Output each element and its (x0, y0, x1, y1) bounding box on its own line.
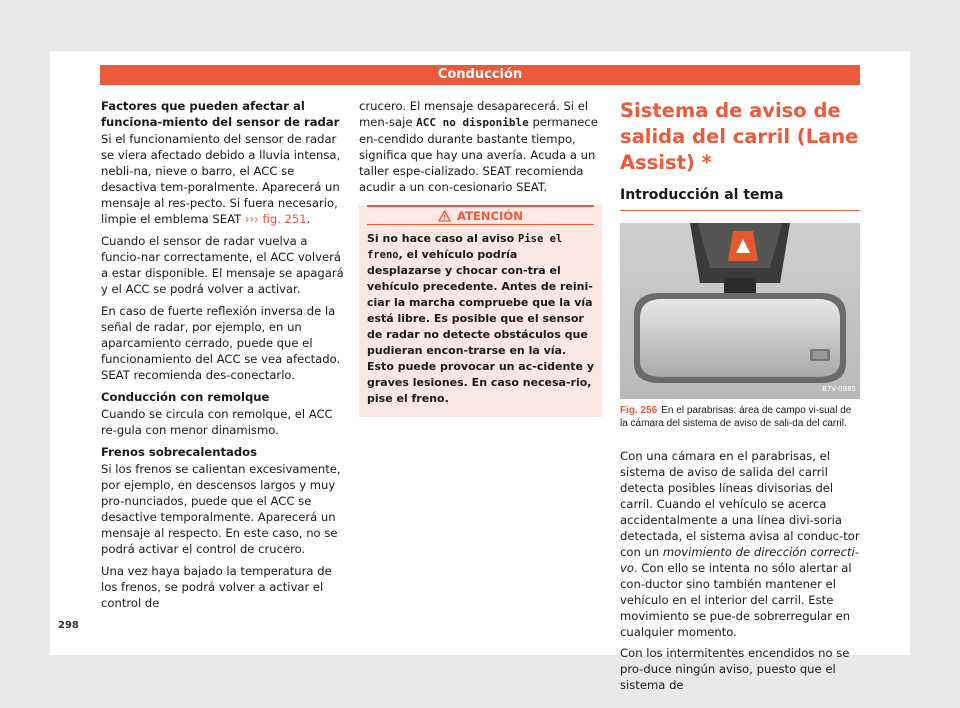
figure-caption-text: En el parabrisas: área de campo vi-sual de la cámara del sistema de aviso de sali-da del carril. (620, 405, 852, 429)
emphasis-text: movimiento de dirección correcti-vo (620, 545, 859, 575)
chapter-header: Conducción (100, 65, 860, 85)
warning-text-start: Si no hace caso al aviso (367, 232, 515, 245)
warning-header (367, 205, 594, 225)
column-left (101, 98, 344, 617)
warning-text (359, 225, 602, 407)
page-number: 298 (58, 620, 79, 631)
paragraph: Si los frenos se calientan excesivamente, por ejemplo, en descensos largos y muy pro-nunciados, puede que el ACC se desactive temporalmente. Aparecerá un mensaje al respecto. En este caso, no se podrá activar el control de crucero. (101, 462, 341, 556)
paragraph: Una vez haya bajado la temperatura de los frenos, se podrá volver a activar el control de (101, 564, 332, 610)
paragraph-text: Si el funcionamiento del sensor de radar se viera afectado debido a lluvia intensa, nebli-na, nieve o barro, el ACC se desactiva tem-poralmente. Aparecerá un mensaje al res-pecto. Si fuera necesario, limpie el emblema SEAT (101, 132, 341, 226)
heading-overheated-brakes: Frenos sobrecalentados (101, 445, 257, 459)
figure-code: B7V-0985 (822, 385, 856, 393)
paragraph: Con los intermitentes encendidos no se pro-duce ningún aviso, puesto que el sistema de (620, 646, 850, 692)
paragraph-text-end: . Con ello se intenta no sólo alertar al con-ductor sino también mantener el vehículo en el interior del carril. Este movimiento se pue-de sobrerregular en cualquier momento. (620, 561, 852, 639)
display-message-code: ACC no disponible (416, 116, 529, 129)
figure-windshield-camera (620, 223, 860, 399)
paragraph: Cuando el sensor de radar vuelva a funcio-nar correctamente, el ACC volverá a estar disponible. El mensaje se apagará y el ACC se podrá volver a activar. (101, 234, 344, 296)
windshield-camera-illustration (620, 223, 860, 399)
figure-caption (620, 404, 860, 430)
heading-radar-factors: Factores que pueden afectar al funciona-miento del sensor de radar (101, 99, 340, 129)
subsection-title: Introducción al tema (620, 186, 860, 211)
paragraph: En caso de fuerte reflexión inversa de la señal de radar, por ejemplo, en un aparcamiento cerrado, puede que el funcionamiento del ACC se vea afectado. SEAT recomienda des-conectarlo. (101, 304, 341, 382)
warning-text-end: , el vehículo podría desplazarse y chocar con-tra el vehículo precedente. Antes de reini-ciar la marcha compruebe que la vía está libre. Es posible que el sensor de radar no detecte obstáculos que pudieran encon-trarse en la vía. Esto puede provocar un ac-cidente y graves lesiones. En caso necesa-rio, pise el freno. (367, 248, 594, 405)
warning-title: ATENCIÓN (457, 208, 523, 223)
paragraph-text: Con una cámara en el parabrisas, el sistema de aviso de salida del carril detecta posibles líneas divisorias del carril. Cuando el vehículo se acerca accidentalmente a una línea divi-soria detectada, el sistema avisa al conduc-tor con un (620, 449, 860, 559)
paragraph (620, 448, 860, 640)
fig-251-link[interactable]: ››› fig. 251 (244, 212, 307, 226)
paragraph (101, 131, 344, 227)
figure-label: Fig. 256 (620, 405, 658, 416)
paragraph-text-end: permanece en-cendido durante bastante tiempo, significa que hay una avería. Acuda a un taller espe-cializado. SEAT recomienda acudir a un con-cesionario SEAT. (359, 115, 598, 194)
paragraph (359, 98, 602, 195)
paragraph-text-end: . (306, 212, 311, 226)
heading-trailer: Conducción con remolque (101, 390, 270, 404)
warning-box (359, 205, 602, 417)
column-right (620, 98, 860, 698)
column-middle (359, 98, 602, 417)
section-body (620, 448, 860, 693)
paragraph-text: crucero. El mensaje desaparecerá. Si el men-saje (359, 99, 589, 129)
paragraph: Cuando se circula con remolque, el ACC re-gula con menor dinamismo. (101, 407, 333, 437)
section-title: Sistema de aviso de salida del carril (Lane Assist) * (620, 99, 859, 174)
warning-triangle-icon (438, 210, 451, 222)
display-message-code: Pise el freno (367, 233, 563, 261)
